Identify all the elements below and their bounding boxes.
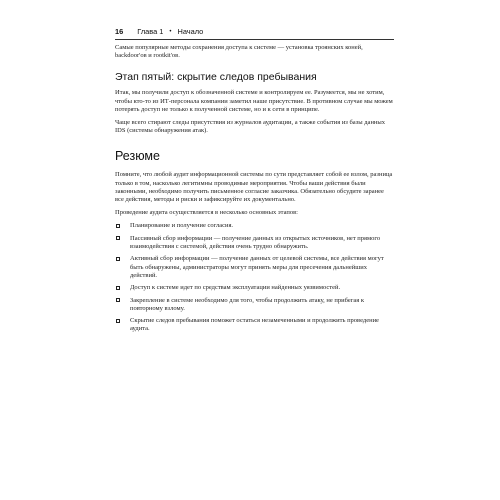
- stages-list: [115, 222, 394, 333]
- checkbox-bullet-icon: [116, 224, 120, 228]
- checkbox-bullet-icon: [116, 236, 120, 240]
- summary-heading: Резюме: [115, 149, 160, 164]
- checkbox-bullet-icon: [116, 286, 120, 290]
- list-item-text: Доступ к системе идет по средствам эксплуатации найденных уязвимостей.: [130, 284, 341, 292]
- list-item: [115, 317, 394, 333]
- page-body: [115, 44, 394, 338]
- list-item-text: Скрытие следов пребывания поможет остаться незамеченными и продолжить проведение аудита.: [130, 317, 379, 333]
- list-item: [115, 297, 394, 313]
- chapter-label: Глава 1: [137, 27, 164, 36]
- intro-paragraph: Самые популярные методы сохранения доступа к системе — установка троянских коней, backdoor'ов и rootkit'ов.: [115, 44, 363, 60]
- list-item-text: Закрепление в системе необходимо для того, чтобы продолжить атаку, не прибегая к повторному взлому.: [130, 296, 365, 312]
- page-number: 16: [115, 27, 124, 36]
- list-item: [115, 235, 394, 251]
- list-item-text: Активный сбор информации — получение данных от целевой системы, все действия могут быть обнаружены, администраторы могут принять меры для пресечения дальнейших действий.: [130, 255, 384, 279]
- list-item: [115, 284, 394, 292]
- stage5-heading: Этап пятый: скрытие следов пребывания: [115, 71, 317, 84]
- section-label: Начало: [177, 27, 204, 36]
- list-item: [115, 222, 394, 230]
- header-rule: [115, 39, 394, 40]
- list-item-text: Планирование и получение согласия.: [130, 222, 234, 230]
- list-item: [115, 255, 394, 280]
- stage5-paragraph-2: Чаще всего стирают следы присутствия из журналов аудитации, а также события из базы данных IDS (системы обнаружения атак).: [115, 119, 386, 135]
- running-header: [115, 27, 393, 36]
- list-item-text: Пассивный сбор информации — получение данных из открытых источников, нет прямого взаимодействия с системой, действия очень трудно обнаружить.: [130, 234, 381, 251]
- checkbox-bullet-icon: [116, 298, 120, 302]
- stage5-paragraph-1: Итак, мы получили доступ к обозначенной системе и контролируем ее. Разумеется, мы не хотим, чтобы кто-то из ИТ-персонала компании заметил наше присутствие. В противном случае мы можем потерять доступ не только к полученной системе, но и к сети в принципе.: [115, 89, 393, 113]
- summary-paragraph-2: Проведение аудита осуществляется в несколько основных этапов:: [115, 209, 298, 217]
- summary-paragraph-1: Помните, что любой аудит информационной системы по сути представляет собой ее взлом, разница только в том, насколько легитимны проводимые мероприятия. Чтобы ваши действия были законными, необходимо получить письменное согласие заказчика. Обязательно обсудите заранее все действия, методы и риски и зафиксируйте их документально.: [115, 171, 393, 204]
- header-bullet: •: [169, 28, 172, 35]
- checkbox-bullet-icon: [116, 257, 120, 261]
- checkbox-bullet-icon: [116, 319, 120, 323]
